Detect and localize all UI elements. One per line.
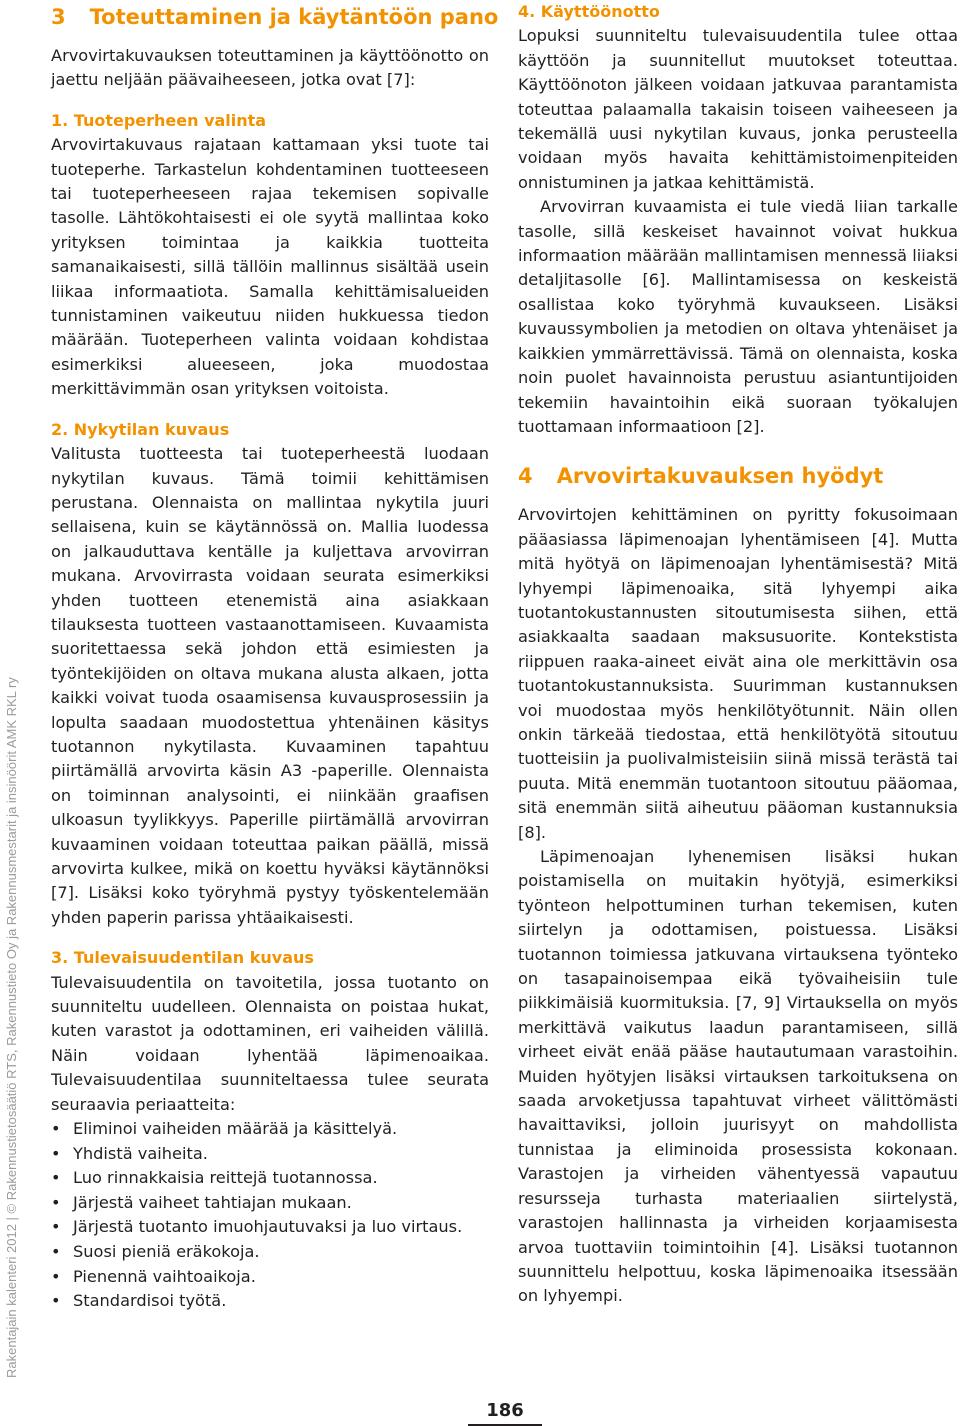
list-item: • Luo rinnakkaisia reittejä tuotannossa. [51, 1166, 489, 1191]
list-item: • Järjestä vaiheet tahtiajan mukaan. [51, 1191, 489, 1216]
right-column [518, 0, 958, 1309]
section-4-paragraph-1: Arvovirtojen kehittäminen on pyritty fokusoimaan pääasiassa läpimenoajan lyhentämiseen [4]. Mutta mitä hyötyä on läpimenoajan lyhentämisestä? Mitä lyhyempi läpimenoaika, sitä lyhyempi aika tuotantokustannusten sitoutumisesta siihen, että asiakkaalta saadaan maksusuorite. Kontekstista riippuen raaka-aineet eivät aina ole merkittävin osa tuotantokustannuksista. Suurimman kustannuksen voi muodostaa myös henkilötyötunnit. Näin ollen onkin tärkeää tiedostaa, että henkilötyötä sitoutuu tuotteisiin ja puolivalmisteisiin siinä missä terästä tai puuta. Mitä enemmän tuotantoon sitoutuu pääomaa, sitä enemmän siitä aiheutuu pääoman kustannuksia [8]. [518, 505, 958, 842]
section-3-heading [51, 4, 499, 30]
list-item: • Standardisoi työtä. [51, 1289, 489, 1314]
step-4-text: Lopuksi suunniteltu tulevaisuudentila tulee ottaa käyttöön ja suunnitellut muutokset toteuttaa. Käyttöönoton jälkeen voidaan jatkuvaa parantamista toteuttaa palaamalla takaisin toiseen vaiheeseen ja tekemällä uusi nykytilan kuvaus, jonka perusteella voidaan myös havaita kehittämistoimenpiteiden onnistuminen ja jatkaa kehittämistä. [518, 26, 958, 192]
section-3-number: 3 [51, 5, 66, 29]
step-1-heading: 1. Tuoteperheen valinta [51, 110, 267, 130]
section-3-intro: Arvovirtakuvauksen toteuttaminen ja käyttöönotto on jaettu neljään päävaiheeseen, jotka ovat [7]: [51, 46, 489, 90]
step-2-text: Valitusta tuotteesta tai tuoteperheestä luodaan nykytilan kuvaus. Tämä toimii kehittämisen perustana. Olennaista on mallintaa nykytila juuri sellaisena, kuin se käytännössä on. Mallia luodessa on jalkauduttava kentälle ja kuljettava arvovirran mukana. Arvovirrasta voidaan seurata esimerkiksi yhden tuotteen etenemistä aina asiakkaan tilauksesta tuotteen vastaanottamiseen. Kuvaamista suoritettaessa sekä johdon että esimiesten ja työntekijöiden on oltava mukana alusta alkaen, jotta kaikki voivat tuoda osaamisensa kuvausprosessiin ja lopulta saadaan muodostettua yhtenäinen käsitys tuotannon nykytilasta. Kuvaaminen tapahtuu piirtämällä arvovirta käsin A3 -paperille. Olennaista on toiminnan analysointi, ei niinkään graafisen ulkoasun tyylikkyys. Paperille piirtämällä arvovirran kuvaaminen voidaan toteuttaa paikan päällä, missä arvovirta kulkee, mikä on koettu hyväksi käytännöksi [7]. Lisäksi koko työryhmä pystyy työskentelemään yhden paperin parissa yhtäaikaisesti. [51, 444, 489, 927]
page-number: 186 [468, 1398, 542, 1426]
step-1-text: Arvovirtakuvaus rajataan kattamaan yksi tuote tai tuoteperhe. Tarkastelun kohdentaminen tuotteeseen tai tuoteperheeseen rajaa tekemisen sopivalle tasolle. Lähtökohtaisesti ei ole syytä mallintaa koko yrityksen toimintaa ja kaikkia tuotteita samanaikaisesti, sillä tällöin mallinnus sisältää usein liikaa informaatiota. Samalla kehittämisalueiden tunnistaminen vaikeutuu niiden hukkuessa tiedon määrään. Tuoteperheen valinta voidaan kohdistaa esimerkiksi alueeseen, joka muodostaa merkittävimmän osan yrityksen voitoista. [51, 135, 489, 399]
step-3-text: Tulevaisuudentila on tavoitetila, jossa tuotanto on suunniteltu uudelleen. Olennaista on poistaa hukat, kuten varastot ja odottaminen, eri vaiheiden välillä. Näin voidaan lyhentää läpimenoaikaa. Tulevaisuudentilaa suunniteltaessa tulee seurata seuraavia periaatteita: [51, 972, 489, 1114]
step-4-heading: 4. Käyttöönotto [518, 2, 660, 21]
section-4-title: Arvovirtakuvauksen hyödyt [556, 464, 884, 489]
section-4-number: 4 [518, 464, 533, 489]
left-column [51, 0, 499, 1314]
copyright-sidebar: Rakentajain kalenteri 2012 | © Rakennustietosäätiö RTS, Rakennustieto Oy ja Rakennusmestarit ja insinöörit AMK RKL ry [4, 677, 19, 1378]
list-item: • Yhdistä vaiheita. [51, 1142, 489, 1167]
list-item: • Järjestä tuotanto imuohjautuvaksi ja luo virtaus. [51, 1215, 489, 1240]
list-item: • Suosi pieniä eräkokoja. [51, 1240, 489, 1265]
list-item: • Eliminoi vaiheiden määrää ja käsittelyä. [51, 1117, 489, 1142]
section-4-paragraph-2: Läpimenoajan lyhenemisen lisäksi hukan poistamisella on muitakin hyötyjä, esimerkiksi työnteon helpottuminen turhan tekemisen, kuten siirtelyn ja odottamisen, poistuessa. Lisäksi tuotannon toimiessa jatkuvana virtauksena työnteko on tasapainoisempaa eikä työvaiheisiin tule piikkimäisiä kuormituksia. [7, 9] Virtauksella on myös merkittävä vaikutus laadun parantamiseen, sillä virheet eivät enää pääse hautautumaan varastoihin. Muiden hyötyjen lisäksi virtauksen tarkoituksena on saada arvoketjussa tapahtuvat virheet välittömästi havaittaviksi, jolloin juurisyyt on mahdollista tunnistaa ja eliminoida prosessista kokonaan. Varastojen ja virheiden vähentyessä vapautuu resursseja turhasta materiaalien siirtelystä, varastojen hallinnasta ja virheiden korjaamisesta arvoa tuottaviin toimintoihin [4]. Lisäksi tuotannon suunnittelu helpottuu, koska läpimenoaika itsessään on lyhyempi. [518, 847, 958, 1306]
section-3-title: Toteuttaminen ja käytäntöön pano [89, 5, 499, 29]
principles-list [51, 1117, 489, 1314]
step-3-heading: 3. Tulevaisuudentilan kuvaus [51, 948, 314, 968]
section-4-heading [518, 463, 958, 489]
step-2-heading: 2. Nykytilan kuvaus [51, 419, 230, 439]
list-item: • Pienennä vaihtoaikoja. [51, 1265, 489, 1290]
step-4-text-2: Arvovirran kuvaamista ei tule viedä liian tarkalle tasolle, sillä keskeiset havainnot voivat hukkua informaation määrään mallintamisen mennessä liiaksi detaljitasolle [6]. Mallintamisessa on keskeistä osallistaa koko työryhmä kuvaukseen. Lisäksi kuvaussymbolien ja metodien on oltava yhtenäiset ja kaikkien ymmärrettävissä. Tämä on olennaista, koska noin puolet havainnoista perustuu asiantuntijoiden tekemiin havaintoihin eikä suoraan työkalujen tuottamaan informaatioon [2]. [518, 197, 958, 436]
